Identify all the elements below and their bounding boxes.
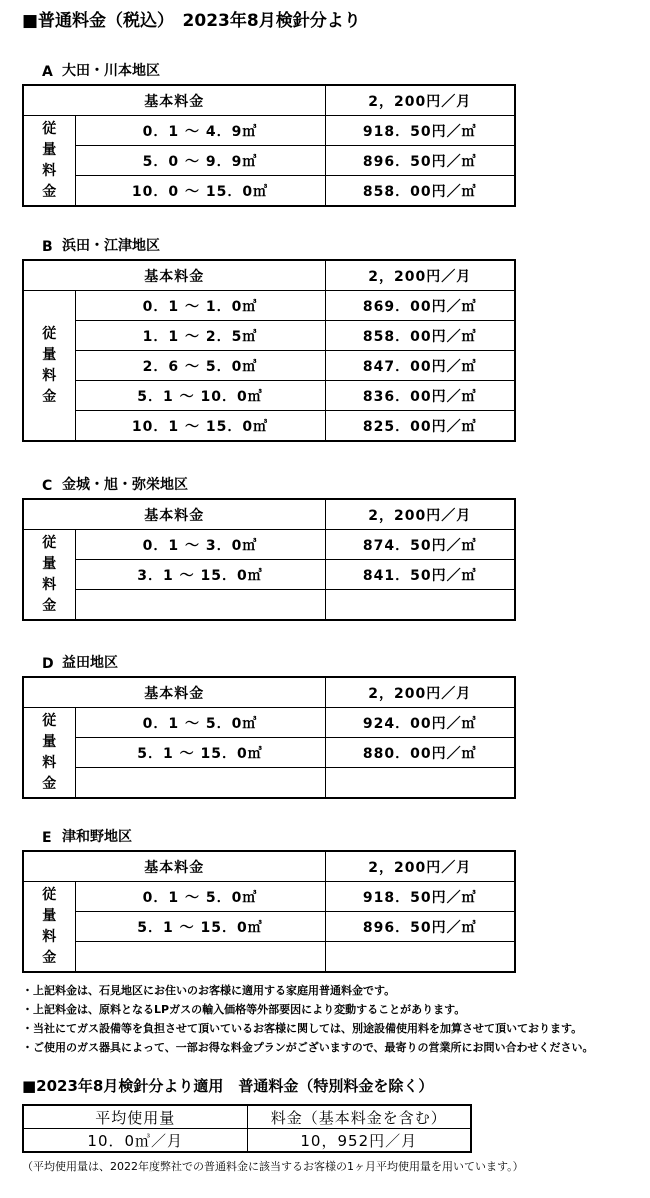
unit-price: 869．00円／㎥	[325, 291, 515, 321]
volume-rate-char: 料	[42, 928, 57, 945]
unit-price: 874．50円／㎥	[325, 530, 515, 560]
volume-rate-char: 量	[42, 555, 57, 572]
rate-row	[23, 942, 515, 973]
basic-fee-label: 基本料金	[23, 85, 325, 116]
unit-price: 825．00円／㎥	[325, 411, 515, 442]
basic-fee-label: 基本料金	[23, 499, 325, 530]
volume-rate-char: 金	[42, 949, 57, 966]
region-letter: E	[42, 830, 52, 846]
region-letter: D	[42, 656, 54, 672]
unit-price: 880．00円／㎥	[325, 738, 515, 768]
rate-table	[22, 498, 516, 621]
volume-rate-char: 従	[42, 886, 57, 903]
region-heading	[22, 824, 514, 850]
summary-header-usage: 平均使用量	[23, 1105, 247, 1129]
rate-row	[23, 768, 515, 799]
basic-fee-label: 基本料金	[23, 851, 325, 882]
region-c	[22, 472, 514, 621]
usage-range: 0．1 ～ 5．0㎥	[75, 882, 325, 912]
rate-row	[23, 912, 515, 942]
region-name: 金城・旭・弥栄地区	[62, 477, 188, 493]
region-name: 大田・川本地区	[62, 63, 160, 79]
summary-value-fee: 10，952円／月	[247, 1129, 471, 1153]
region-name: 津和野地区	[62, 829, 132, 845]
rate-row	[23, 708, 515, 738]
summary-header-fee: 料金（基本料金を含む）	[247, 1105, 471, 1129]
volume-rate-label	[23, 116, 75, 207]
usage-range: 1．1 ～ 2．5㎥	[75, 321, 325, 351]
volume-rate-label	[23, 708, 75, 799]
unit-price: 896．50円／㎥	[325, 912, 515, 942]
basic-fee-row	[23, 499, 515, 530]
region-e	[22, 824, 514, 973]
volume-rate-char: 料	[42, 162, 57, 179]
note-item: ・当社にてガス設備等を負担させて頂いているお客様に関しては、別途設備使用料を加算させて頂いております。	[22, 1022, 583, 1035]
usage-range: 5．1 ～ 15．0㎥	[75, 912, 325, 942]
region-d	[22, 650, 514, 799]
region-name: 浜田・江津地区	[62, 238, 160, 254]
volume-rate-char: 金	[42, 388, 57, 405]
basic-fee-value: 2，200円／月	[325, 851, 515, 882]
unit-price: 836．00円／㎥	[325, 381, 515, 411]
rate-row	[23, 146, 515, 176]
volume-rate-label	[23, 291, 75, 442]
volume-rate-char: 従	[42, 120, 57, 137]
usage-range: 10．0 ～ 15．0㎥	[75, 176, 325, 207]
unit-price: 841．50円／㎥	[325, 560, 515, 590]
notes	[22, 981, 642, 1057]
unit-price	[325, 768, 515, 799]
region-a	[22, 58, 514, 207]
region-letter: B	[42, 239, 53, 255]
note-item: ・上記料金は、原料となるLPガスの輸入価格等外部要因により変動することがあります。	[22, 1003, 466, 1016]
usage-range	[75, 942, 325, 973]
volume-rate-char: 量	[42, 907, 57, 924]
unit-price	[325, 590, 515, 621]
unit-price: 847．00円／㎥	[325, 351, 515, 381]
basic-fee-row	[23, 260, 515, 291]
unit-price	[325, 942, 515, 973]
note-item: ・ご使用のガス器具によって、一部お得な料金プランがございますので、最寄りの営業所にお問い合わせください。	[22, 1041, 594, 1054]
note-item: ・上記料金は、石見地区にお住いのお客様に適用する家庭用普通料金です。	[22, 984, 396, 997]
rate-row	[23, 530, 515, 560]
usage-range: 5．1 ～ 15．0㎥	[75, 738, 325, 768]
volume-rate-char: 金	[42, 183, 57, 200]
basic-fee-value: 2，200円／月	[325, 677, 515, 708]
usage-range: 2．6 ～ 5．0㎥	[75, 351, 325, 381]
rate-row	[23, 882, 515, 912]
usage-range: 5．1 ～ 10．0㎥	[75, 381, 325, 411]
usage-range	[75, 768, 325, 799]
region-heading	[22, 472, 514, 498]
usage-range: 10．1 ～ 15．0㎥	[75, 411, 325, 442]
volume-rate-char: 料	[42, 576, 57, 593]
unit-price: 924．00円／㎥	[325, 708, 515, 738]
region-letter: C	[42, 478, 53, 494]
rate-row	[23, 116, 515, 146]
volume-rate-char: 量	[42, 733, 57, 750]
basic-fee-value: 2，200円／月	[325, 260, 515, 291]
usage-range: 0．1 ～ 4．9㎥	[75, 116, 325, 146]
rate-row	[23, 351, 515, 381]
usage-range	[75, 590, 325, 621]
volume-rate-char: 従	[42, 534, 57, 551]
unit-price: 918．50円／㎥	[325, 882, 515, 912]
region-name: 益田地区	[62, 655, 118, 671]
basic-fee-label: 基本料金	[23, 677, 325, 708]
rate-row	[23, 560, 515, 590]
volume-rate-char: 料	[42, 754, 57, 771]
usage-range: 5．0 ～ 9．9㎥	[75, 146, 325, 176]
usage-range: 0．1 ～ 5．0㎥	[75, 708, 325, 738]
usage-range: 0．1 ～ 3．0㎥	[75, 530, 325, 560]
summary-table	[22, 1104, 472, 1153]
rate-row	[23, 381, 515, 411]
rate-table	[22, 84, 516, 207]
unit-price: 896．50円／㎥	[325, 146, 515, 176]
rate-table	[22, 850, 516, 973]
basic-fee-value: 2，200円／月	[325, 499, 515, 530]
usage-range: 0．1 ～ 1．0㎥	[75, 291, 325, 321]
rate-row	[23, 411, 515, 442]
volume-rate-char: 従	[42, 712, 57, 729]
rate-row	[23, 176, 515, 207]
summary-title: ■2023年8月検針分より適用 普通料金（特別料金を除く）	[22, 1077, 434, 1095]
volume-rate-label	[23, 530, 75, 621]
volume-rate-char: 金	[42, 597, 57, 614]
unit-price: 918．50円／㎥	[325, 116, 515, 146]
rate-row	[23, 291, 515, 321]
region-letter: A	[42, 64, 53, 80]
unit-price: 858．00円／㎥	[325, 176, 515, 207]
volume-rate-char: 金	[42, 775, 57, 792]
rate-table	[22, 259, 516, 442]
basic-fee-row	[23, 85, 515, 116]
region-b	[22, 233, 514, 442]
basic-fee-label: 基本料金	[23, 260, 325, 291]
basic-fee-row	[23, 851, 515, 882]
summary-value-usage: 10．0㎥／月	[23, 1129, 247, 1153]
rate-row	[23, 590, 515, 621]
region-heading	[22, 650, 514, 676]
region-heading	[22, 233, 514, 259]
summary-footnote: （平均使用量は、2022年度弊社での普通料金に該当するお客様の1ヶ月平均使用量を用いています。）	[22, 1160, 524, 1173]
basic-fee-value: 2，200円／月	[325, 85, 515, 116]
usage-range: 3．1 ～ 15．0㎥	[75, 560, 325, 590]
volume-rate-char: 量	[42, 141, 57, 158]
page-title: ■普通料金（税込） 2023年8月検針分より	[22, 11, 361, 31]
unit-price: 858．00円／㎥	[325, 321, 515, 351]
basic-fee-row	[23, 677, 515, 708]
rate-table	[22, 676, 516, 799]
volume-rate-char: 従	[42, 325, 57, 342]
volume-rate-char: 料	[42, 367, 57, 384]
volume-rate-char: 量	[42, 346, 57, 363]
rate-row	[23, 321, 515, 351]
region-heading	[22, 58, 514, 84]
rate-row	[23, 738, 515, 768]
volume-rate-label	[23, 882, 75, 973]
